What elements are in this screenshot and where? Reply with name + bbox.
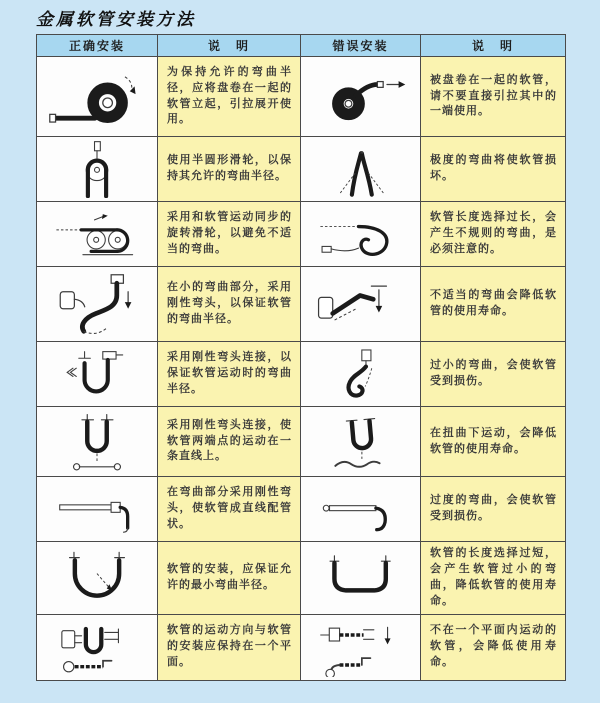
- wrong-image-cell: [301, 57, 421, 137]
- table-row: [37, 57, 566, 137]
- wrong-description: 不在一个平面内运动的软管，会降低使用寿命。: [421, 614, 566, 680]
- excessive-end-bend-icon: [308, 480, 414, 538]
- extreme-pinch-bend-icon: [308, 140, 414, 198]
- coiled-hose-standing-icon: [44, 63, 150, 131]
- header-description-left: 说 明: [158, 35, 301, 57]
- wrong-description: 极度的弯曲将使软管损坏。: [421, 137, 566, 202]
- header-correct-install: 正确安装: [37, 35, 158, 57]
- correct-description: 采用刚性弯头连接，使软管两端点的运动在一条直线上。: [158, 407, 301, 477]
- correct-description: 在弯曲部分采用刚性弯头，使软管成直线配管状。: [158, 477, 301, 542]
- wrong-image-cell: [301, 202, 421, 267]
- over-long-irregular-loop-icon: [308, 205, 414, 263]
- page-title: 金属软管安装方法: [36, 10, 196, 29]
- table-row: [37, 137, 566, 202]
- straight-piping-with-elbow-icon: [44, 480, 150, 538]
- wrong-image-cell: [301, 477, 421, 542]
- wrong-description: 不适当的弯曲会降低软管的使用寿命。: [421, 267, 566, 342]
- semicircular-pulley-icon: [44, 140, 150, 198]
- wrong-description: 在扭曲下运动，会降低软管的使用寿命。: [421, 407, 566, 477]
- correct-description: 采用刚性弯头连接，以保证软管运动时的弯曲半径。: [158, 342, 301, 407]
- correct-image-cell: [37, 542, 158, 615]
- synchronized-rotating-pulleys-icon: [44, 205, 150, 263]
- motion-in-same-plane-assembly-icon: [44, 617, 150, 677]
- correct-description: 使用半圆形滑轮，以保持其允许的弯曲半径。: [158, 137, 301, 202]
- correct-description: 为保持允许的弯曲半径，应将盘卷在一起的软管立起，引拉展开使用。: [158, 57, 301, 137]
- table-row: [37, 614, 566, 680]
- wrong-image-cell: [301, 407, 421, 477]
- wrong-description: 被盘卷在一起的软管，请不要直接引拉其中的一端使用。: [421, 57, 566, 137]
- ends-motion-in-line-u-icon: [44, 411, 150, 473]
- wrong-description: 软管的长度选择过短，会产生软管过小的弯曲，降低软管的使用寿命。: [421, 542, 566, 615]
- wrong-description: 软管长度选择过长，会产生不规则的弯曲，是必须注意的。: [421, 202, 566, 267]
- too-small-bend-hook-icon: [308, 345, 414, 403]
- wrong-image-cell: [301, 137, 421, 202]
- table-row: [37, 477, 566, 542]
- table-row: [37, 407, 566, 477]
- correct-image-cell: [37, 137, 158, 202]
- rigid-elbow-at-small-bend-icon: [44, 271, 150, 337]
- wrong-image-cell: [301, 342, 421, 407]
- wrong-image-cell: [301, 542, 421, 615]
- table-row: [37, 342, 566, 407]
- table-row: [37, 542, 566, 615]
- correct-image-cell: [37, 477, 158, 542]
- improper-sharp-bend-icon: [308, 271, 414, 337]
- wrong-image-cell: [301, 614, 421, 680]
- wrong-image-cell: [301, 267, 421, 342]
- header-wrong-install: 错误安装: [301, 35, 421, 57]
- correct-image-cell: [37, 342, 158, 407]
- correct-description: 软管的安装，应保证允许的最小弯曲半径。: [158, 542, 301, 615]
- wrong-description: 过度的弯曲，会使软管受到损伤。: [421, 477, 566, 542]
- wrong-description: 过小的弯曲，会使软管受到损伤。: [421, 342, 566, 407]
- coiled-hose-end-pulled-icon: [308, 63, 414, 131]
- installation-guide-table: [36, 34, 566, 681]
- twisted-motion-u-icon: [308, 411, 414, 473]
- rigid-elbow-connection-u-icon: [44, 345, 150, 403]
- correct-image-cell: [37, 614, 158, 680]
- table-row: [37, 267, 566, 342]
- minimum-bend-radius-u-icon: [44, 547, 150, 609]
- correct-description: 采用和软管运动同步的旋转滑轮，以避免不适当的弯曲。: [158, 202, 301, 267]
- table-row: [37, 202, 566, 267]
- correct-image-cell: [37, 267, 158, 342]
- correct-image-cell: [37, 202, 158, 267]
- header-description-right: 说 明: [421, 35, 566, 57]
- too-short-flat-u-icon: [308, 547, 414, 609]
- correct-image-cell: [37, 57, 158, 137]
- correct-image-cell: [37, 407, 158, 477]
- motion-out-of-plane-assembly-icon: [308, 617, 414, 677]
- correct-description: 在小的弯曲部分，采用刚性弯头，以保证软管的弯曲半径。: [158, 267, 301, 342]
- header-row: [37, 35, 566, 57]
- correct-description: 软管的运动方向与软管的安装应保持在一个平面。: [158, 614, 301, 680]
